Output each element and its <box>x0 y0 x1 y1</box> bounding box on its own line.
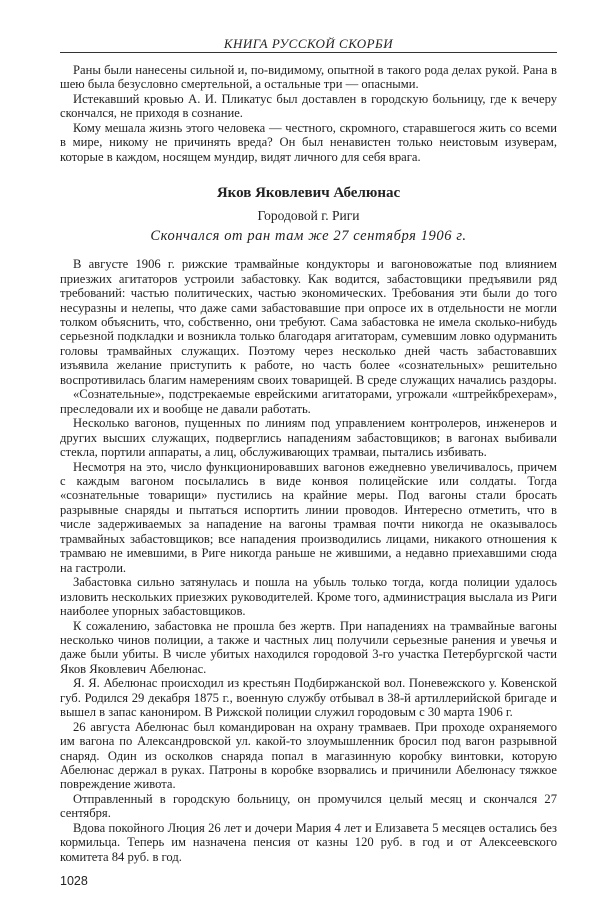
paragraph: 26 августа Абелюнас был командирован на охрану трамваев. При проходе охраняемого им вагона по Александровской ул. какой-то злоумышленник бросил под вагон разрывной снаряд. Один из осколков снаряда попал в магазинную коробку винтовки, которую Абелюнас держал в руках. Патроны в коробке взорвались и причинили Абелюнасу тяжкое повреждение живота. <box>60 719 557 792</box>
running-header: КНИГА РУССКОЙ СКОРБИ <box>223 36 394 51</box>
paragraph: Я. Я. Абелюнас происходил из крестьян Подбиржанской вол. Поневежского у. Ковенской губ. Родился 29 декабря 1875 г., военную службу отбывал в 38-й артиллерийской бригаде и вышел в запас канониром. В Рижской полиции служил городовым с 30 марта 1906 г. <box>60 676 557 720</box>
paragraph: Вдова покойного Люция 26 лет и дочери Мария 4 лет и Елизавета 5 месяцев остались без кормильца. Теперь им назначена пенсия от казны 120 руб. в год и от Алексеевского комитета 84 руб. в год. <box>60 820 557 864</box>
paragraph: Истекавший кровью А. И. Пликатус был доставлен в городскую больницу, где к вечеру скончался, не приходя в сознание. <box>60 91 557 121</box>
paragraph: Кому мешала жизнь этого человека — честного, скромного, старавшегося жить со всеми в мире, никому не причинять вреда? Он был ненавистен только неистовым изуверам, которые в каждом, носящем мундир, видят личного для себя врага. <box>60 120 557 164</box>
paragraph: Несмотря на это, число функционировавших вагонов ежедневно увеличивалось, причем с каждым вагоном посылались в виде конвоя полицейские или солдаты. Тогда «сознательные товарищи» пустились на крайние меры. Под вагоны стали бросать разрывные снаряды и пытаться испортить линии проводов. Интересно отметить, что в числе задерживаемых за нападение на вагоны трамвая почти никогда не оказывалось трамвайных забастовщиков; все нападения производились лицами, никакого отношения к трамваю не имевшими, в Риге никогда раньше не жившими, а недавно приехавшими сюда на гастроли. <box>60 459 557 575</box>
paragraph: К сожалению, забастовка не прошла без жертв. При нападениях на трамвайные вагоны несколько чинов полиции, а также и частных лиц получили серьезные ранения и увечья и даже были убиты. В числе убитых находился городовой 3-го участка Петербургской части Яков Яковлевич Абелюнас. <box>60 618 557 676</box>
article-title: Яков Яковлевич Абелюнас <box>216 185 401 202</box>
paragraph: Отправленный в городскую больницу, он промучился целый месяц и скончался 27 сентября. <box>60 791 557 821</box>
intro-text <box>60 63 557 164</box>
paragraph: В августе 1906 г. рижские трамвайные кондукторы и вагоновожатые под влиянием приезжих агитаторов устроили забастовку. Как водится, забастовщики предъявили ряд требований: частью политических, частью экономических. Требования эти были до того несуразны и нелепы, что даже сами забастовавшие при опросе их в отдельности не могли толком объяснить, что, собственно, они требуют. Сама забастовка не имела сколько-нибудь серьезной подкладки и возникла только благодаря агитаторам, сумевшим ловко одурманить головы трамвайных служащих. Поэтому через несколько дней часть забастовавших изъявила желание приступить к работе, но часть более «сознательных» решительно воспротивилась благим намерениям своих товарищей. В среде служащих начались раздоры. <box>60 257 557 387</box>
paragraph: Раны были нанесены сильной и, по-видимому, опытной в такого рода делах рукой. Рана в шею была безусловно смертельной, а остальные три — опасными. <box>60 63 557 92</box>
article-body <box>60 257 557 864</box>
article-position: Городовой г. Риги <box>257 208 360 224</box>
header-rule <box>60 52 557 53</box>
paragraph: Несколько вагонов, пущенных по линиям под управлением контролеров, инженеров и других высших служащих, подверглись нападениям забастовщиков; в вагонах выбивали стекла, портили аппараты, а лиц, обслуживающих трамваи, пытались избивать. <box>60 416 557 460</box>
page-number: 1028 <box>60 874 88 889</box>
paragraph: Забастовка сильно затянулась и пошла на убыль только тогда, когда полиции удалось изловить нескольких приезжих руководителей. Кроме того, администрация выслала из Риги наиболее упорных забастовщиков. <box>60 575 557 619</box>
page <box>60 0 557 903</box>
article-death-date: Скончался от ран там же 27 сентября 1906 г. <box>150 228 467 245</box>
paragraph: «Сознательные», подстрекаемые еврейскими агитаторами, угрожали «штрейкбрехерам», преследовали их и вообще не давали работать. <box>60 387 557 416</box>
